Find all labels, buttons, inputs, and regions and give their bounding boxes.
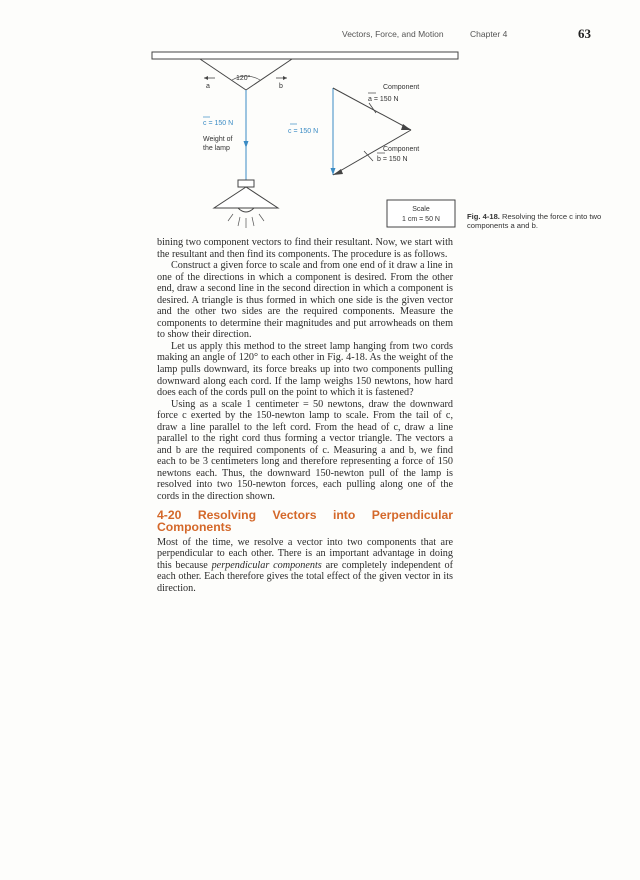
paragraph: Construct a given force to scale and from one end of it draw a line in one of the directions in which a component is desired. From the other end, draw a second line in the second direction in which a component is desired. A triangle is thus formed in which one side is the given vector and the other two sides are the required components. Measure the components to determine their magnitudes and put arrowheads on them to show their direction. [157, 260, 453, 341]
component-a-title: Component [383, 84, 420, 91]
weight-arrowhead [244, 141, 249, 148]
caption-label: Fig. 4-18. [467, 212, 500, 221]
figure-caption [467, 212, 617, 230]
scale-value: 1 cm = 50 N [402, 216, 440, 223]
running-head-chapter: Chapter 4 [470, 29, 508, 39]
paragraph [157, 537, 453, 595]
paragraph: bining two component vectors to find their resultant. Now, we start with the resultant and then find its components. The procedure is as follows. [157, 237, 453, 260]
paragraph-text: Most of the time, we resolve a vector into two components that are perpendicular to each other. There is an important advantage in doing this because [157, 536, 453, 571]
ceiling-beam [152, 52, 458, 59]
paragraph: Using as a scale 1 centimeter = 50 newtons, draw the downward force c exerted by the 150-newton lamp to scale. From the tail of c, draw a line parallel to the left cord. From the head of c, draw a line parallel to the right cord thus forming a vector triangle. The vectors a and b are the required components of c. Measuring a and b, we find each to be 3 centimeters long and therefore representing a force of 150 newtons each. Thus, the downward 150-newton pull of the lamp is resolved into two 150-newton forces, each pulling along one of the cords in the direction shown. [157, 398, 453, 503]
component-a-value: a = 150 N [368, 96, 399, 103]
lamp-light-rays [228, 214, 264, 228]
component-b-title: Component [383, 146, 420, 153]
component-b-value: b = 150 N [377, 156, 408, 163]
lamp-cap [238, 180, 254, 187]
vector-b-label: b [279, 83, 283, 90]
scale-title: Scale [412, 206, 430, 213]
lamp-vector-figure [0, 0, 640, 240]
emphasis-text: perpendicular components [211, 559, 322, 571]
weight-label-line1: Weight of [203, 136, 233, 143]
section-heading: 4-20 Resolving Vectors into Perpendicular Components [157, 507, 453, 535]
lamp-shade [214, 187, 278, 208]
left-force-label: c = 150 N [203, 120, 234, 127]
component-a-side [333, 88, 411, 130]
paragraph: Let us apply this method to the street lamp hanging from two cords making an angle of 120° to each other in Fig. 4-18. As the weight of the lamp pulls downward, its force breaks up into two components pulling downward along each cord. If the lamp weighs 150 newtons, how hard does each of the cords pull on the point to which it is fastened? [157, 340, 453, 399]
mid-force-label: c = 150 N [288, 128, 319, 135]
page-number: 63 [578, 26, 591, 41]
paragraph-text: are completely independent of each other. Each therefore gives the total effect of the given vector in its direction. [157, 559, 453, 594]
angle-label: 120° [236, 75, 251, 82]
vector-a-label: a [206, 83, 210, 90]
vector-b-arrowhead [283, 76, 287, 80]
right-cord [246, 59, 292, 90]
body-text [157, 237, 453, 594]
caption-text: Resolving the force c into two components a and b. [467, 212, 602, 230]
vector-a-arrowhead [204, 76, 208, 80]
running-head-title: Vectors, Force, and Motion [342, 29, 444, 39]
weight-label-line2: the lamp [203, 145, 230, 152]
lamp-bulb [238, 208, 254, 212]
